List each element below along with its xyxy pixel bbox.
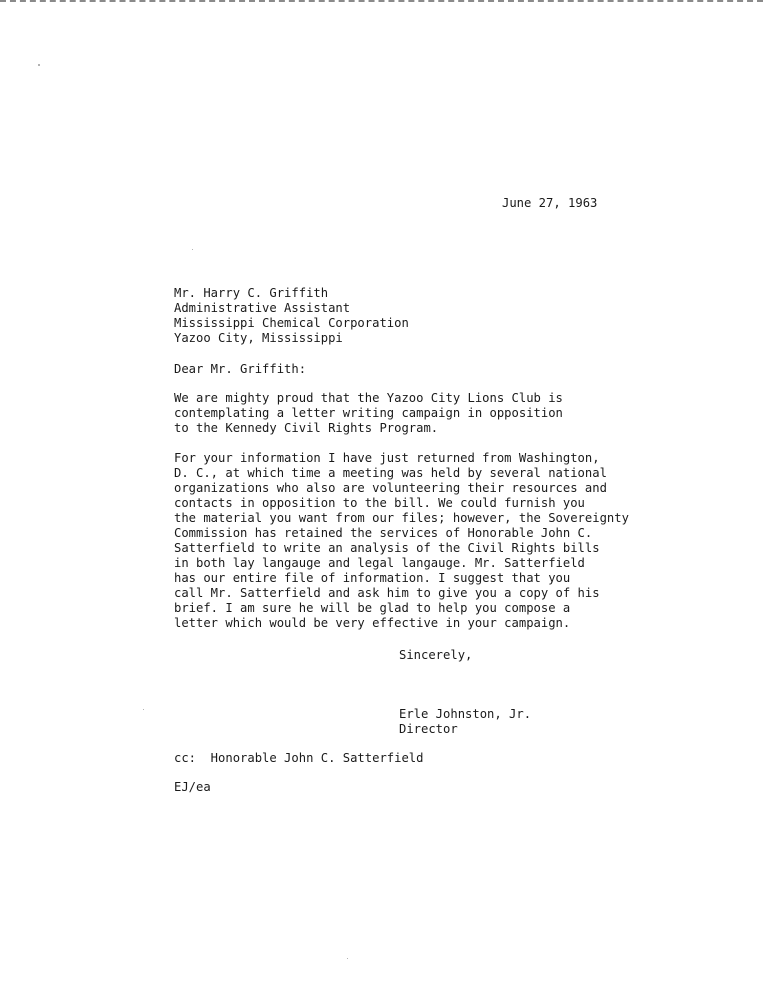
paragraph-line: letter which would be very effective in your campaign. xyxy=(174,616,571,630)
paragraph-line: For your information I have just returned from Washington, xyxy=(174,451,600,465)
paragraph-line: contemplating a letter writing campaign in opposition xyxy=(174,406,563,420)
paragraph-line: We are mighty proud that the Yazoo City Lions Club is xyxy=(174,391,563,405)
signer-name: Erle Johnston, Jr. xyxy=(399,707,532,721)
page-top-edge xyxy=(0,0,763,2)
reference-initials: EJ/ea xyxy=(174,780,211,794)
paragraph-line: call Mr. Satterfield and ask him to give you a copy of his xyxy=(174,586,600,600)
signer-title: Director xyxy=(399,722,458,736)
recipient-line: Mississippi Chemical Corporation xyxy=(174,316,409,330)
recipient-address xyxy=(174,286,409,346)
paragraph-line: Satterfield to write an analysis of the Civil Rights bills xyxy=(174,541,600,555)
body-paragraph-1 xyxy=(174,391,563,436)
paragraph-line: the material you want from our files; however, the Sovereignty xyxy=(174,511,629,525)
paragraph-line: organizations who also are volunteering their resources and xyxy=(174,481,607,495)
paragraph-line: to the Kennedy Civil Rights Program. xyxy=(174,421,439,435)
paragraph-line: brief. I am sure he will be glad to help you compose a xyxy=(174,601,571,615)
recipient-line: Mr. Harry C. Griffith xyxy=(174,286,329,300)
paragraph-line: contacts in opposition to the bill. We could furnish you xyxy=(174,496,585,510)
paragraph-line: in both lay langauge and legal langauge. Mr. Satterfield xyxy=(174,556,585,570)
signature-block xyxy=(399,707,531,737)
closing: Sincerely, xyxy=(399,648,473,662)
scan-speck xyxy=(347,958,348,959)
recipient-line: Administrative Assistant xyxy=(174,301,351,315)
cc-line: cc: Honorable John C. Satterfield xyxy=(174,751,424,765)
body-paragraph-2 xyxy=(174,451,629,631)
scan-speck xyxy=(192,249,193,250)
salutation: Dear Mr. Griffith: xyxy=(174,362,307,376)
paragraph-line: D. C., at which time a meeting was held by several national xyxy=(174,466,607,480)
scan-speck xyxy=(38,64,40,66)
paragraph-line: has our entire file of information. I suggest that you xyxy=(174,571,571,585)
letter-date: June 27, 1963 xyxy=(502,196,598,210)
scan-speck xyxy=(143,709,144,710)
recipient-line: Yazoo City, Mississippi xyxy=(174,331,343,345)
paragraph-line: Commission has retained the services of Honorable John C. xyxy=(174,526,593,540)
